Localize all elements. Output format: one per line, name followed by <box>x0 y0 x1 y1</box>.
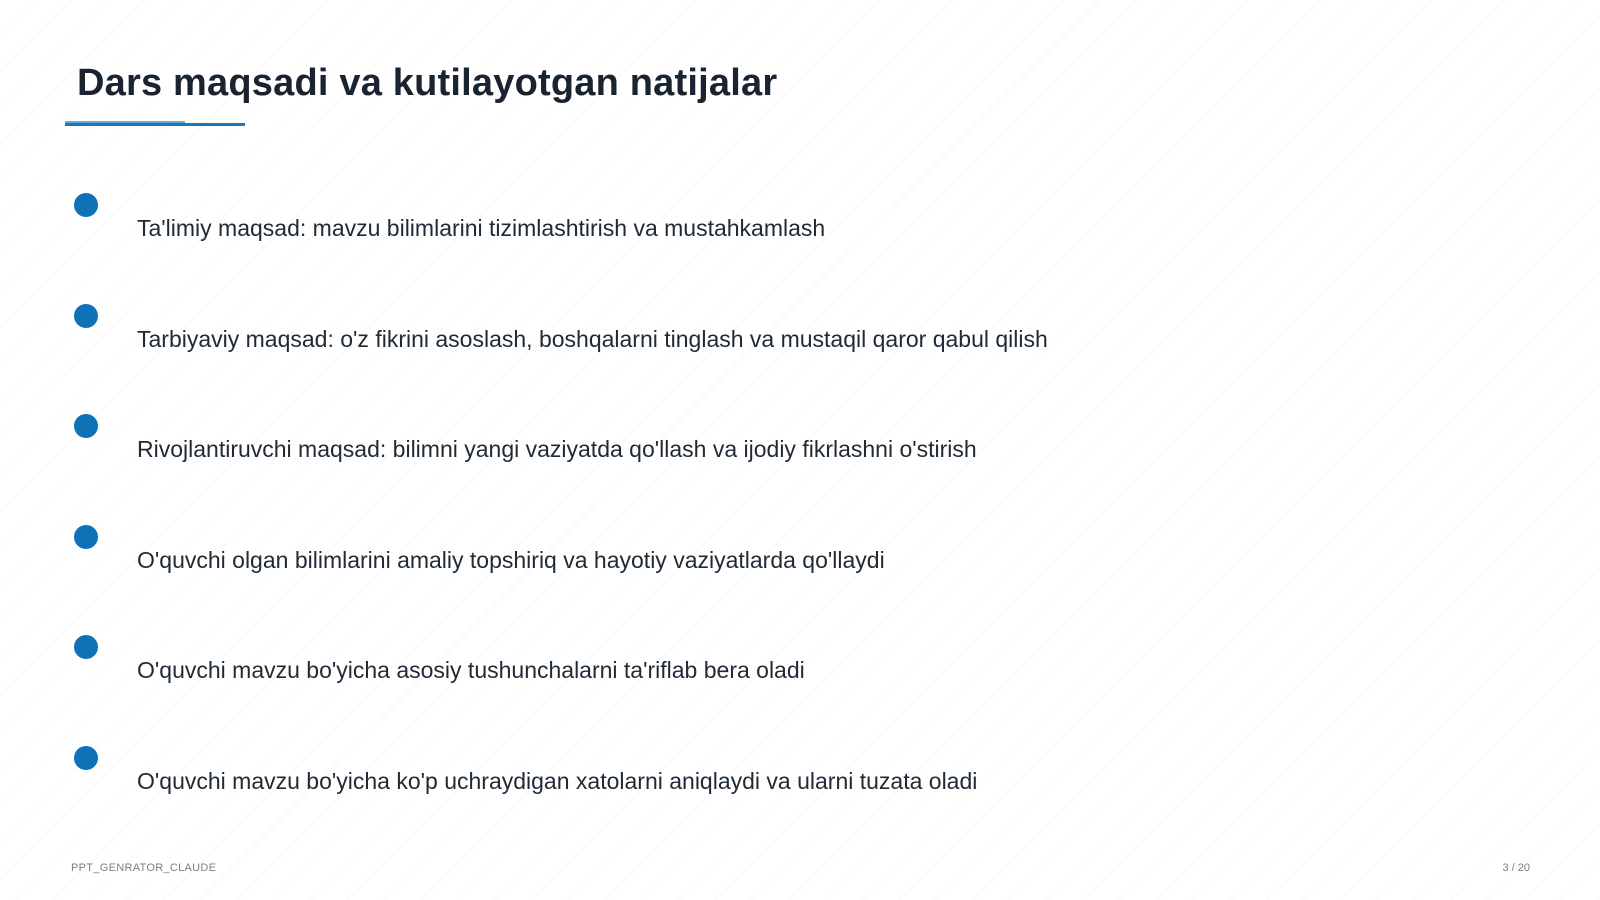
bullet-text: Rivojlantiruvchi maqsad: bilimni yangi vaziyatda qo'llash va ijodiy fikrlashni o'stirish <box>137 436 977 462</box>
list-item <box>0 304 1600 364</box>
list-item <box>0 525 1600 585</box>
list-item <box>0 746 1600 806</box>
title-underline-bar <box>65 123 245 126</box>
slide-title: Dars maqsadi va kutilayotgan natijalar <box>77 62 778 104</box>
bullet-text: O'quvchi mavzu bo'yicha asosiy tushunchalarni ta'riflab bera oladi <box>137 657 805 683</box>
bullet-dot-icon <box>74 193 98 217</box>
bullet-text: Tarbiyaviy maqsad: o'z fikrini asoslash, boshqalarni tinglash va mustaqil qaror qabul qilish <box>137 326 1048 352</box>
bullet-dot-icon <box>74 304 98 328</box>
list-item <box>0 193 1600 253</box>
list-item <box>0 414 1600 474</box>
bullet-dot-icon <box>74 414 98 438</box>
bullet-dot-icon <box>74 635 98 659</box>
page-indicator: 3 / 20 <box>1502 862 1530 874</box>
bullet-dot-icon <box>74 746 98 770</box>
list-item <box>0 635 1600 695</box>
footer-source-label: PPT_GENRATOR_CLAUDE <box>71 862 217 874</box>
bullet-text: Ta'limiy maqsad: mavzu bilimlarini tizimlashtirish va mustahkamlash <box>137 215 826 241</box>
title-underline <box>65 121 245 127</box>
bullet-dot-icon <box>74 525 98 549</box>
bullet-text: O'quvchi mavzu bo'yicha ko'p uchraydigan xatolarni aniqlaydi va ularni tuzata oladi <box>137 768 978 794</box>
bullet-text: O'quvchi olgan bilimlarini amaliy topshiriq va hayotiy vaziyatlarda qo'llaydi <box>137 547 885 573</box>
